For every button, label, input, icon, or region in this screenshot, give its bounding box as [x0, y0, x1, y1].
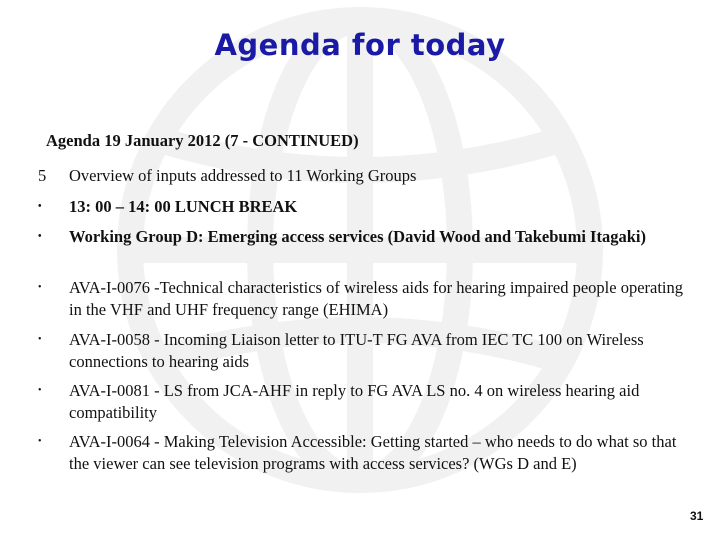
agenda-intro-text: Overview of inputs addressed to 11 Working Groups: [69, 166, 417, 185]
list-item-text: Working Group D: Emerging access services (David Wood and Takebumi Itagaki): [69, 227, 646, 246]
list-item-text: AVA-I-0064 - Making Television Accessible: Getting started – who needs to do what so that the viewer can see television programs with access services? (WGs D and E): [69, 432, 677, 473]
list-item-text: 13: 00 – 14: 00 LUNCH BREAK: [69, 197, 298, 216]
agenda-item-number: 5: [38, 166, 47, 185]
list-item-text: AVA-I-0081 - LS from JCA-AHF in reply to FG AVA LS no. 4 on wireless hearing aid compatibility: [69, 381, 640, 422]
bullet-icon: •: [38, 231, 42, 242]
slide-title: Agenda for today: [214, 28, 506, 62]
bullet-icon: •: [38, 385, 42, 396]
bullet-icon: •: [38, 436, 42, 447]
page-number: 31: [690, 509, 704, 523]
list-item-text: AVA-I-0058 - Incoming Liaison letter to ITU-T FG AVA from IEC TC 100 on Wireless connections to hearing aids: [69, 330, 644, 371]
bullet-icon: •: [38, 282, 42, 293]
list-item-text: AVA-I-0076 -Technical characteristics of wireless aids for hearing impaired people operating in the VHF and UHF frequency range (EHIMA): [69, 278, 684, 319]
bullet-icon: •: [38, 334, 42, 345]
bullet-icon: •: [38, 201, 42, 212]
agenda-subtitle: Agenda 19 January 2012 (7 - CONTINUED): [46, 131, 359, 150]
